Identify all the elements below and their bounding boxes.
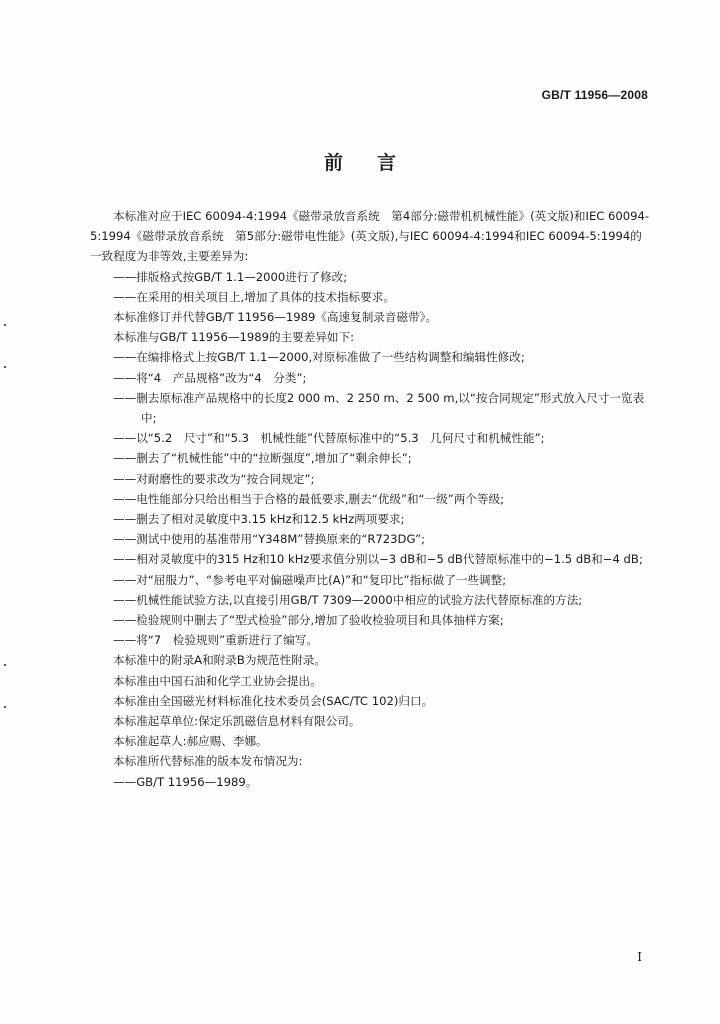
paragraph: 本标准所代替标准的版本发布情况为: [113,754,303,769]
scan-mark [4,664,6,666]
list-item: ——将“7 检验规则”重新进行了编写。 [113,633,318,648]
paragraph: 本标准由中国石油和化学工业协会提出。 [113,673,322,688]
list-item: ——检验规则中删去了“型式检验”部分,增加了验收检验项目和具体抽样方案; [113,613,504,628]
standard-code: GB/T 11956—2008 [541,88,648,102]
list-item: ——在采用的相关项目上,增加了具体的技术指标要求。 [113,289,395,304]
paragraph: 本标准与GB/T 11956—1989的主要差异如下: [113,330,355,345]
list-item: ——删去了相对灵敏度中3.15 kHz和12.5 kHz两项要求; [113,512,405,527]
list-item: ——删去原标准产品规格中的长度2 000 m、2 250 m、2 500 m,以“按合同规定”形式放入尺寸一览表中; [113,390,645,426]
list-item: ——将“4 产品规格”改为“4 分类”; [113,370,307,385]
list-item: ——机械性能试验方法,以直接引用GB/T 7309—2000中相应的试验方法代替原标准的方法; [113,592,583,607]
list-item: ——相对灵敏度中的315 Hz和10 kHz要求值分别以−3 dB和−5 dB代替原标准中的−1.5 dB和−4 dB; [113,552,643,567]
page-number: I [637,950,642,964]
paragraph: 本标准起草人:郝应赐、李娜。 [113,734,268,749]
list-item: ——对耐磨性的要求改为“按合同规定”; [113,471,315,486]
scan-mark [4,706,6,708]
list-item: ——GB/T 11956—1989。 [113,774,258,789]
paragraph: 本标准对应于IEC 60094-4:1994《磁带录放音系统 第4部分:磁带机机械性能》(英文版)和IEC 60094-5:1994《磁带录放音系统 第5部分:磁带电性能》(英文版),与IEC 60094-4:1994和IEC 60094-5:1994的一致程度为非等效,主要差异为: [90,209,650,264]
paragraph: 本标准修订并代替GB/T 11956—1989《高速复制录音磁带》。 [113,310,438,325]
list-item: ——在编排格式上按GB/T 1.1—2000,对原标准做了一些结构调整和编辑性修改; [113,350,525,365]
list-item: ——对“屈服力”、“参考电平对偏磁噪声比(A)”和“复印比”指标做了一些调整; [113,572,507,587]
paragraph: 本标准起草单位:保定乐凯磁信息材料有限公司。 [113,714,361,729]
list-item: ——测试中使用的基准带用“Y348M”替换原来的“R723DG”; [113,532,426,547]
scan-mark [4,366,6,368]
scan-mark [4,324,6,326]
list-item: ——电性能部分只给出相当于合格的最低要求,删去“优级”和“一级”两个等级; [113,491,505,506]
foreword-body [90,206,652,792]
list-item: ——删去了“机械性能”中的“拉断强度”,增加了“剩余伸长”; [113,451,412,466]
list-item: ——以“5.2 尺寸”和“5.3 机械性能”代替原标准中的“5.3 几何尺寸和机械性能”; [113,431,545,446]
page-title: 前言 [323,152,430,174]
list-item: ——排版格式按GB/T 1.1—2000进行了修改; [113,269,348,284]
paragraph: 本标准由全国磁光材料标准化技术委员会(SAC/TC 102)归口。 [113,693,434,708]
paragraph: 本标准中的附录A和附录B为规范性附录。 [113,653,326,668]
